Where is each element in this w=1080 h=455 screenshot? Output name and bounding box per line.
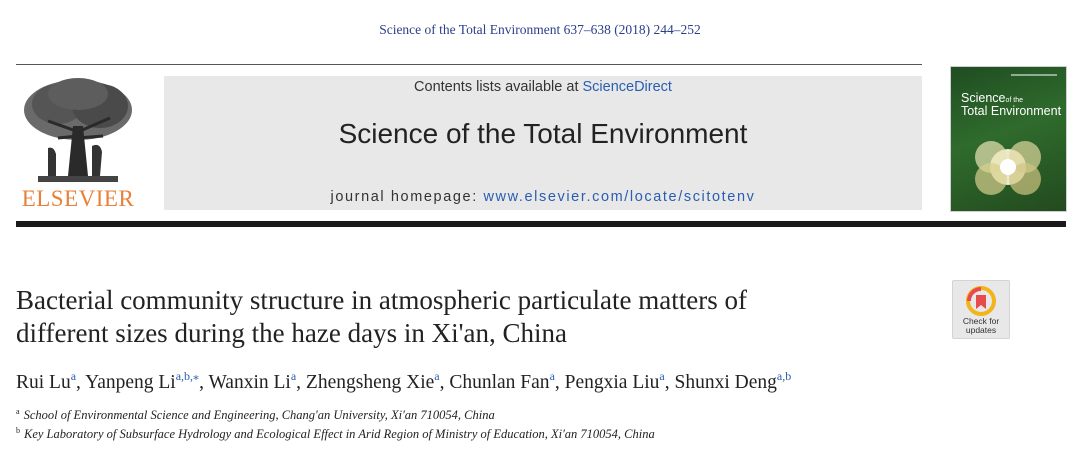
affiliation-mark: a [16, 407, 20, 416]
author-affiliation-mark[interactable]: a [290, 369, 297, 383]
elsevier-wordmark: ELSEVIER [21, 186, 135, 211]
author-name[interactable]: Shunxi Deng [674, 372, 777, 393]
author-affiliation-mark[interactable]: a,b,⁎ [175, 369, 200, 383]
author-name[interactable]: Chunlan Fan [449, 372, 550, 393]
affiliation-a [16, 407, 495, 423]
author-list [16, 369, 1056, 394]
affiliation-text: School of Environmental Science and Engineering, Chang'an University, Xi'an 710054, China [23, 408, 495, 422]
journal-title[interactable]: Science of the Total Environment [338, 118, 748, 149]
author-name[interactable]: Rui Lu [16, 372, 71, 393]
elsevier-logo[interactable] [16, 76, 140, 210]
author-separator: , [76, 372, 86, 393]
article-title-line-1: Bacterial community structure in atmospheric particulate matters of [16, 285, 747, 315]
cover-top-line [1011, 74, 1057, 76]
header-top-rule [16, 64, 922, 65]
header-bottom-rule [16, 221, 1066, 227]
author-affiliation-mark[interactable]: a [549, 369, 555, 383]
author-affiliation-mark[interactable]: a [659, 369, 665, 383]
author-name[interactable]: Zhengsheng Xie [305, 372, 435, 393]
author-affiliation-mark[interactable]: a [70, 369, 77, 383]
journal-banner [164, 76, 922, 210]
cover-flower-graphic-icon [951, 127, 1066, 211]
author-affiliation-mark[interactable]: a [434, 369, 440, 383]
elsevier-tree-icon [18, 76, 138, 184]
journal-citation[interactable]: Science of the Total Environment 637–638 (2018) 244–252 [379, 22, 701, 37]
contents-prefix: Contents lists available at [414, 79, 583, 95]
author-name[interactable]: Yanpeng Li [85, 372, 176, 393]
journal-homepage-line [164, 189, 922, 205]
contents-line [164, 79, 922, 95]
affiliation-text: Key Laboratory of Subsurface Hydrology and Ecological Effect in Arid Region of Ministry of Education, Xi'an 710054, China [24, 427, 655, 441]
author-separator: , [199, 372, 209, 393]
article-title-line-2: different sizes during the haze days in Xi'an, China [16, 318, 567, 348]
homepage-prefix: journal homepage: [330, 189, 484, 205]
author-separator: , [664, 372, 675, 393]
author-name[interactable]: Wanxin Li [208, 372, 291, 393]
sciencedirect-link[interactable]: ScienceDirect [582, 79, 672, 95]
affiliation-mark: b [16, 426, 20, 435]
check-for-updates-label: Check for updates [962, 316, 1000, 335]
cover-title: Scienceof the Total Environment [961, 91, 1062, 118]
author-affiliation-mark[interactable]: a,b [776, 369, 792, 383]
journal-cover-thumbnail[interactable] [950, 66, 1067, 212]
article-title [16, 284, 916, 350]
author-separator: , [439, 372, 450, 393]
author-separator: , [296, 372, 306, 393]
author-name[interactable]: Pengxia Liu [564, 372, 660, 393]
homepage-url-link[interactable]: www.elsevier.com/locate/scitotenv [483, 189, 756, 205]
affiliation-b [16, 426, 655, 442]
author-separator: , [554, 372, 565, 393]
check-for-updates-icon [966, 286, 996, 316]
check-for-updates-button[interactable] [952, 280, 1010, 339]
